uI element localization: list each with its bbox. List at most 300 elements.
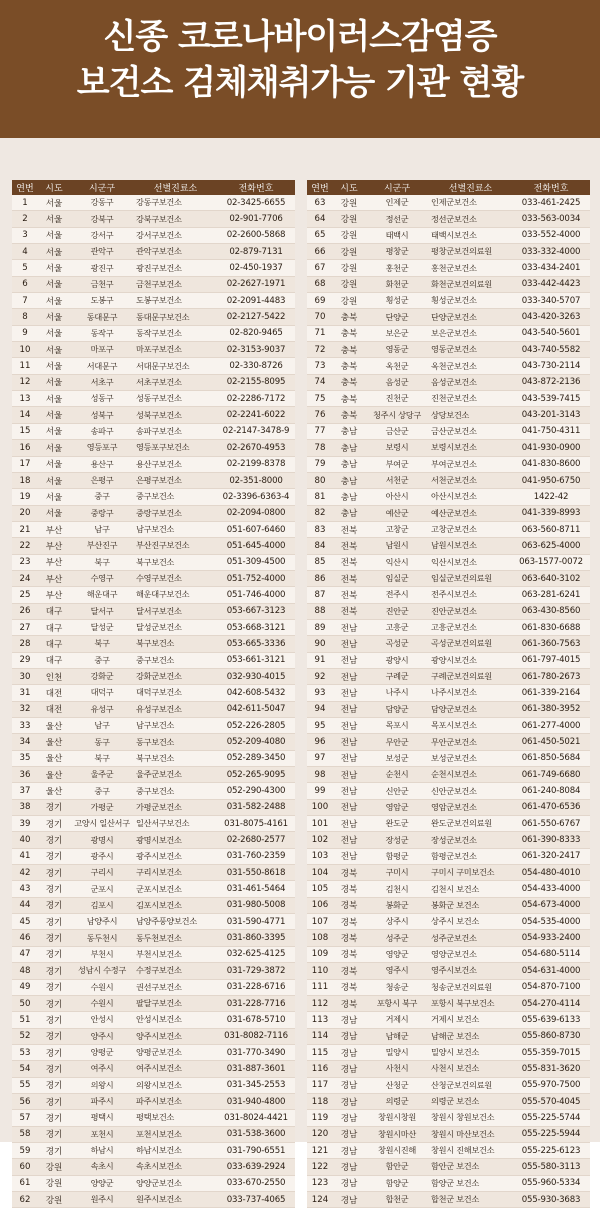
- row-district: 영암군: [365, 799, 429, 815]
- row-province: 충북: [333, 407, 365, 423]
- row-district: 함평군: [365, 848, 429, 864]
- row-number: 52: [12, 1028, 38, 1044]
- row-number: 113: [307, 1012, 333, 1028]
- row-phone-number: 031-678-5710: [217, 1012, 295, 1028]
- row-number: 104: [307, 865, 333, 881]
- row-phone-number: 055-930-3683: [512, 1191, 590, 1207]
- row-district: 청주시 상당구: [365, 407, 429, 423]
- row-district: 서대문구: [70, 358, 134, 374]
- table-row: [307, 391, 590, 407]
- row-phone-number: 061-339-2164: [512, 685, 590, 701]
- row-number: 57: [12, 1110, 38, 1126]
- table-row: [12, 325, 295, 341]
- row-district: 영양군: [365, 946, 429, 962]
- row-province: 서울: [38, 358, 70, 374]
- row-number: 30: [12, 668, 38, 684]
- table-row: [307, 521, 590, 537]
- row-clinic-name: 달서구보건소: [134, 603, 217, 619]
- row-province: 부산: [38, 570, 70, 586]
- table-row: [12, 1110, 295, 1126]
- row-clinic-name: 남구보건소: [134, 521, 217, 537]
- table-row: [12, 865, 295, 881]
- row-clinic-name: 아산시보건소: [429, 489, 512, 505]
- row-phone-number: 063-430-8560: [512, 603, 590, 619]
- table-row: [307, 260, 590, 276]
- row-number: 107: [307, 914, 333, 930]
- row-phone-number: 033-461-2425: [512, 195, 590, 211]
- row-number: 121: [307, 1142, 333, 1158]
- row-district: 곡성군: [365, 636, 429, 652]
- row-clinic-name: 수영구보건소: [134, 570, 217, 586]
- table-row: [307, 816, 590, 832]
- row-district: 부여군: [365, 456, 429, 472]
- row-clinic-name: 양양군보건소: [134, 1175, 217, 1191]
- row-province: 강원: [333, 260, 365, 276]
- row-clinic-name: 상주시 보건소: [429, 914, 512, 930]
- row-clinic-name: 정선군보건소: [429, 211, 512, 227]
- table-row: [307, 636, 590, 652]
- row-province: 경기: [38, 816, 70, 832]
- row-number: 38: [12, 799, 38, 815]
- row-district: 청송군: [365, 979, 429, 995]
- row-phone-number: 02-879-7131: [217, 244, 295, 260]
- row-number: 89: [307, 619, 333, 635]
- row-phone-number: 053-668-3121: [217, 619, 295, 635]
- table-row: [12, 767, 295, 783]
- table-row: [307, 195, 590, 211]
- row-phone-number: 031-538-3600: [217, 1126, 295, 1142]
- row-phone-number: 031-582-2488: [217, 799, 295, 815]
- table-row: [12, 1191, 295, 1207]
- row-number: 32: [12, 701, 38, 717]
- row-district: 강북구: [70, 211, 134, 227]
- row-district: 상주시: [365, 914, 429, 930]
- row-number: 1: [12, 195, 38, 211]
- row-province: 경기: [38, 832, 70, 848]
- row-province: 부산: [38, 538, 70, 554]
- row-district: 구례군: [365, 668, 429, 684]
- row-phone-number: 061-240-8084: [512, 783, 590, 799]
- row-clinic-name: 파주시보건소: [134, 1093, 217, 1109]
- table-row: [307, 358, 590, 374]
- row-province: 경북: [333, 897, 365, 913]
- table-row: [307, 554, 590, 570]
- row-phone-number: 054-270-4114: [512, 995, 590, 1011]
- row-district: 단양군: [365, 309, 429, 325]
- row-phone-number: 031-8024-4421: [217, 1110, 295, 1126]
- row-district: 인제군: [365, 195, 429, 211]
- page-title-line2: 보건소 검체채취가능 기관 현황: [76, 63, 524, 103]
- row-number: 55: [12, 1077, 38, 1093]
- row-clinic-name: 유성구보건소: [134, 701, 217, 717]
- table-row: [12, 799, 295, 815]
- row-number: 42: [12, 865, 38, 881]
- row-province: 대전: [38, 685, 70, 701]
- row-number: 20: [12, 505, 38, 521]
- table-row: [12, 407, 295, 423]
- row-phone-number: 054-480-4010: [512, 865, 590, 881]
- row-province: 서울: [38, 505, 70, 521]
- row-district: 군포시: [70, 881, 134, 897]
- table-row: [307, 701, 590, 717]
- row-clinic-name: 남양주풍양보건소: [134, 914, 217, 930]
- row-phone-number: 053-661-3121: [217, 652, 295, 668]
- row-province: 강원: [333, 293, 365, 309]
- row-number: 65: [307, 227, 333, 243]
- row-province: 서울: [38, 211, 70, 227]
- row-district: 안성시: [70, 1012, 134, 1028]
- row-clinic-name: 양평군보건소: [134, 1044, 217, 1060]
- row-number: 69: [307, 293, 333, 309]
- row-district: 양양군: [70, 1175, 134, 1191]
- row-district: 양주시: [70, 1028, 134, 1044]
- table-row: [12, 897, 295, 913]
- table-row: [307, 1077, 590, 1093]
- table-row: [307, 963, 590, 979]
- row-province: 충북: [333, 342, 365, 358]
- table-row: [307, 538, 590, 554]
- row-number: 106: [307, 897, 333, 913]
- row-clinic-name: 창원시 창원보건소: [429, 1110, 512, 1126]
- row-clinic-name: 동대문구보건소: [134, 309, 217, 325]
- row-clinic-name: 광명시보건소: [134, 832, 217, 848]
- table-row: [307, 946, 590, 962]
- row-province: 서울: [38, 407, 70, 423]
- table-row: [12, 570, 295, 586]
- row-district: 광주시: [70, 848, 134, 864]
- table-row: [307, 440, 590, 456]
- row-clinic-name: 창원시 진해보건소: [429, 1142, 512, 1158]
- row-number: 78: [307, 440, 333, 456]
- row-province: 전남: [333, 636, 365, 652]
- row-number: 88: [307, 603, 333, 619]
- table-row: [12, 374, 295, 390]
- row-phone-number: 055-225-5944: [512, 1126, 590, 1142]
- column-header-col-clinic: 선별진료소: [429, 180, 512, 195]
- row-district: 동구: [70, 734, 134, 750]
- row-district: 금천구: [70, 276, 134, 292]
- row-clinic-name: 성주군보건소: [429, 930, 512, 946]
- row-clinic-name: 합천군 보건소: [429, 1191, 512, 1207]
- row-clinic-name: 대덕구보건소: [134, 685, 217, 701]
- table-row: [307, 1093, 590, 1109]
- table-row: [307, 914, 590, 930]
- row-province: 경남: [333, 1061, 365, 1077]
- row-district: 김포시: [70, 897, 134, 913]
- table-row: [12, 358, 295, 374]
- row-phone-number: 051-645-4000: [217, 538, 295, 554]
- row-clinic-name: 중구보건소: [134, 783, 217, 799]
- row-clinic-name: 동구보건소: [134, 734, 217, 750]
- row-clinic-name: 순천시보건소: [429, 767, 512, 783]
- row-district: 함안군: [365, 1159, 429, 1175]
- row-province: 서울: [38, 325, 70, 341]
- row-clinic-name: 중구보건소: [134, 652, 217, 668]
- table-row: [12, 603, 295, 619]
- row-number: 90: [307, 636, 333, 652]
- row-district: 성주군: [365, 930, 429, 946]
- row-phone-number: 054-673-4000: [512, 897, 590, 913]
- row-district: 수원시: [70, 995, 134, 1011]
- row-clinic-name: 강서구보건소: [134, 227, 217, 243]
- table-row: [307, 832, 590, 848]
- table-row: [12, 309, 295, 325]
- row-number: 34: [12, 734, 38, 750]
- row-phone-number: 031-590-4771: [217, 914, 295, 930]
- row-province: 부산: [38, 587, 70, 603]
- row-province: 경기: [38, 848, 70, 864]
- row-district: 남원시: [365, 538, 429, 554]
- row-number: 114: [307, 1028, 333, 1044]
- row-phone-number: 051-607-6460: [217, 521, 295, 537]
- table-row: [307, 227, 590, 243]
- row-number: 103: [307, 848, 333, 864]
- row-phone-number: 063-625-4000: [512, 538, 590, 554]
- row-number: 105: [307, 881, 333, 897]
- table-row: [307, 505, 590, 521]
- row-number: 87: [307, 587, 333, 603]
- row-clinic-name: 보령시보건소: [429, 440, 512, 456]
- row-province: 경북: [333, 995, 365, 1011]
- row-phone-number: 054-631-4000: [512, 963, 590, 979]
- row-phone-number: 031-860-3395: [217, 930, 295, 946]
- row-province: 부산: [38, 521, 70, 537]
- row-province: 울산: [38, 750, 70, 766]
- row-phone-number: 061-830-6688: [512, 619, 590, 635]
- row-number: 74: [307, 374, 333, 390]
- row-clinic-name: 익산시보건소: [429, 554, 512, 570]
- table-row: [12, 489, 295, 505]
- row-district: 성남시 수정구: [70, 963, 134, 979]
- row-clinic-name: 강화군보건소: [134, 668, 217, 684]
- row-phone-number: 051-746-4000: [217, 587, 295, 603]
- row-phone-number: 061-450-5021: [512, 734, 590, 750]
- row-province: 경기: [38, 1077, 70, 1093]
- row-province: 경기: [38, 897, 70, 913]
- row-province: 경기: [38, 1061, 70, 1077]
- row-number: 95: [307, 718, 333, 734]
- row-province: 서울: [38, 456, 70, 472]
- row-phone-number: 041-750-4311: [512, 423, 590, 439]
- row-clinic-name: 진천군보건소: [429, 391, 512, 407]
- row-clinic-name: 포항시 북구보건소: [429, 995, 512, 1011]
- row-district: 강서구: [70, 227, 134, 243]
- table-row: [307, 1044, 590, 1060]
- row-clinic-name: 금천구보건소: [134, 276, 217, 292]
- row-clinic-name: 옥천군보건소: [429, 358, 512, 374]
- row-district: 수영구: [70, 570, 134, 586]
- row-number: 72: [307, 342, 333, 358]
- row-province: 충남: [333, 489, 365, 505]
- row-district: 김천시: [365, 881, 429, 897]
- row-district: 보성군: [365, 750, 429, 766]
- table-row: [307, 423, 590, 439]
- row-province: 서울: [38, 489, 70, 505]
- row-phone-number: 063-560-8711: [512, 521, 590, 537]
- row-clinic-name: 신안군보건소: [429, 783, 512, 799]
- row-clinic-name: 홍천군보건소: [429, 260, 512, 276]
- row-province: 서울: [38, 309, 70, 325]
- row-phone-number: 033-434-2401: [512, 260, 590, 276]
- row-clinic-name: 평택보건소: [134, 1110, 217, 1126]
- row-number: 7: [12, 293, 38, 309]
- row-phone-number: 054-535-4000: [512, 914, 590, 930]
- row-province: 전북: [333, 521, 365, 537]
- table-header-row: [12, 180, 295, 195]
- row-province: 충남: [333, 423, 365, 439]
- row-district: 관악구: [70, 244, 134, 260]
- row-province: 충북: [333, 358, 365, 374]
- row-phone-number: 061-550-6767: [512, 816, 590, 832]
- row-phone-number: 041-339-8993: [512, 505, 590, 521]
- table-row: [12, 619, 295, 635]
- row-clinic-name: 구미시 구미보건소: [429, 865, 512, 881]
- row-clinic-name: 완도군보건의료원: [429, 816, 512, 832]
- row-number: 100: [307, 799, 333, 815]
- row-phone-number: 031-550-8618: [217, 865, 295, 881]
- table-row: [307, 489, 590, 505]
- row-province: 대구: [38, 636, 70, 652]
- row-phone-number: 031-345-2553: [217, 1077, 295, 1093]
- row-province: 대구: [38, 652, 70, 668]
- row-phone-number: 061-320-2417: [512, 848, 590, 864]
- row-province: 경기: [38, 799, 70, 815]
- table-row: [12, 1175, 295, 1191]
- table-row: [307, 1110, 590, 1126]
- row-phone-number: 033-737-4065: [217, 1191, 295, 1207]
- row-phone-number: 02-2091-4483: [217, 293, 295, 309]
- table-row: [12, 914, 295, 930]
- content-area: [0, 138, 600, 1206]
- row-clinic-name: 광양시보건소: [429, 652, 512, 668]
- table-row: [12, 963, 295, 979]
- row-number: 39: [12, 816, 38, 832]
- table-row: [307, 865, 590, 881]
- row-clinic-name: 보은군보건소: [429, 325, 512, 341]
- row-number: 116: [307, 1061, 333, 1077]
- row-district: 의왕시: [70, 1077, 134, 1093]
- row-district: 화천군: [365, 276, 429, 292]
- row-province: 경기: [38, 1044, 70, 1060]
- row-province: 강원: [38, 1159, 70, 1175]
- row-phone-number: 02-2094-0800: [217, 505, 295, 521]
- row-phone-number: 054-433-4000: [512, 881, 590, 897]
- row-district: 홍천군: [365, 260, 429, 276]
- table-row: [12, 750, 295, 766]
- row-clinic-name: 강동구보건소: [134, 195, 217, 211]
- row-district: 포항시 북구: [365, 995, 429, 1011]
- row-district: 강동구: [70, 195, 134, 211]
- row-number: 8: [12, 309, 38, 325]
- row-province: 강원: [333, 244, 365, 260]
- table-row: [12, 391, 295, 407]
- row-province: 충남: [333, 456, 365, 472]
- row-province: 경북: [333, 914, 365, 930]
- row-province: 전북: [333, 554, 365, 570]
- row-province: 전남: [333, 734, 365, 750]
- row-phone-number: 063-640-3102: [512, 570, 590, 586]
- row-clinic-name: 부산진구보건소: [134, 538, 217, 554]
- row-phone-number: 063-1577-0072: [512, 554, 590, 570]
- table-row: [12, 227, 295, 243]
- table-row: [307, 211, 590, 227]
- row-phone-number: 041-950-6750: [512, 472, 590, 488]
- table-row: [12, 423, 295, 439]
- row-province: 대구: [38, 619, 70, 635]
- row-number: 46: [12, 930, 38, 946]
- column-header-col-phone: 전화번호: [217, 180, 295, 195]
- row-district: 무안군: [365, 734, 429, 750]
- row-district: 은평구: [70, 472, 134, 488]
- table-row: [12, 440, 295, 456]
- row-number: 76: [307, 407, 333, 423]
- row-district: 진천군: [365, 391, 429, 407]
- row-phone-number: 02-2627-1971: [217, 276, 295, 292]
- row-number: 122: [307, 1159, 333, 1175]
- row-number: 110: [307, 963, 333, 979]
- row-province: 경북: [333, 979, 365, 995]
- row-number: 9: [12, 325, 38, 341]
- row-province: 충남: [333, 440, 365, 456]
- row-phone-number: 033-552-4000: [512, 227, 590, 243]
- row-clinic-name: 일산서구보건소: [134, 816, 217, 832]
- table-row: [12, 1126, 295, 1142]
- table-row: [307, 783, 590, 799]
- row-clinic-name: 구리시보건소: [134, 865, 217, 881]
- row-number: 44: [12, 897, 38, 913]
- row-district: 순천시: [365, 767, 429, 783]
- table-row: [307, 276, 590, 292]
- row-district: 달서구: [70, 603, 134, 619]
- row-province: 강원: [333, 195, 365, 211]
- row-phone-number: 055-860-8730: [512, 1028, 590, 1044]
- row-clinic-name: 부천시보건소: [134, 946, 217, 962]
- row-number: 51: [12, 1012, 38, 1028]
- row-province: 경기: [38, 1110, 70, 1126]
- table-row: [307, 342, 590, 358]
- row-province: 전남: [333, 652, 365, 668]
- table-row: [12, 521, 295, 537]
- row-number: 54: [12, 1061, 38, 1077]
- row-district: 북구: [70, 554, 134, 570]
- row-district: 나주시: [365, 685, 429, 701]
- row-district: 광명시: [70, 832, 134, 848]
- row-phone-number: 033-563-0034: [512, 211, 590, 227]
- row-district: 창원시진해: [365, 1142, 429, 1158]
- row-number: 13: [12, 391, 38, 407]
- row-district: 함양군: [365, 1175, 429, 1191]
- table-row: [307, 293, 590, 309]
- row-province: 경남: [333, 1077, 365, 1093]
- row-clinic-name: 창원시 마산보건소: [429, 1126, 512, 1142]
- row-district: 대덕구: [70, 685, 134, 701]
- row-number: 82: [307, 505, 333, 521]
- row-number: 86: [307, 570, 333, 586]
- row-district: 음성군: [365, 374, 429, 390]
- table-row: [307, 979, 590, 995]
- row-phone-number: 02-2241-6022: [217, 407, 295, 423]
- row-clinic-name: 진안군보건소: [429, 603, 512, 619]
- row-province: 경기: [38, 963, 70, 979]
- row-clinic-name: 안성시보건소: [134, 1012, 217, 1028]
- row-phone-number: 1422-42: [512, 489, 590, 505]
- row-number: 18: [12, 472, 38, 488]
- table-row: [12, 554, 295, 570]
- row-phone-number: 031-940-4800: [217, 1093, 295, 1109]
- row-province: 경북: [333, 946, 365, 962]
- table-row: [307, 652, 590, 668]
- table-row: [12, 1142, 295, 1158]
